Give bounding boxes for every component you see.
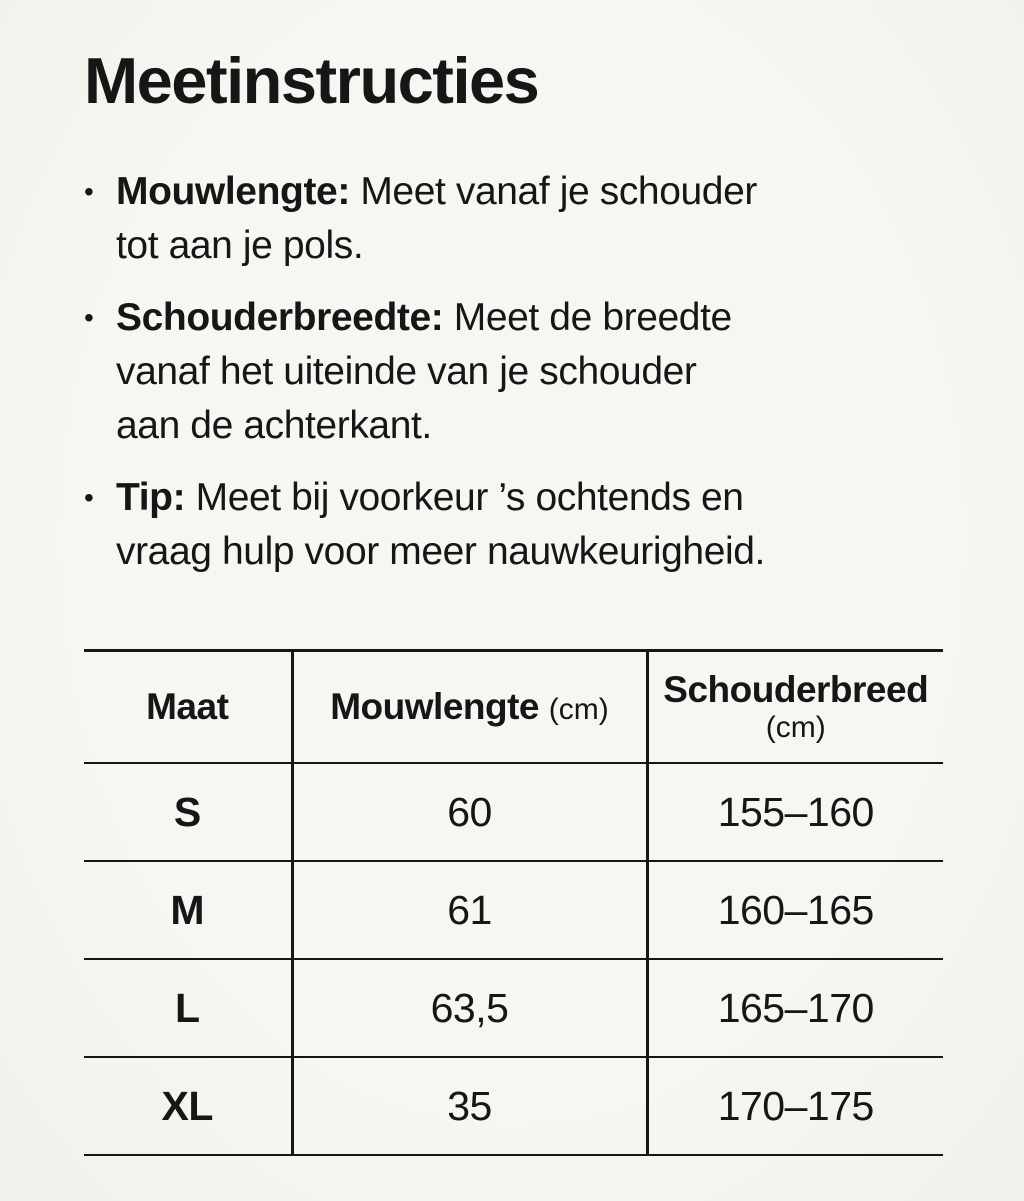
column-header-mouwlengte: [292, 651, 647, 764]
cell-maat: M: [84, 861, 292, 959]
cell-mouwlengte: 60: [292, 763, 647, 861]
bullet-line: [116, 165, 944, 219]
cell-mouwlengte: 63,5: [292, 959, 647, 1057]
bullet-lead: Schouderbreedte:: [116, 296, 444, 339]
table-row-m: [84, 861, 943, 959]
table-row-l: [84, 959, 943, 1057]
column-header-maat: Maat: [146, 686, 229, 727]
page-title: Meetinstructies: [84, 44, 539, 117]
bullet-lead: Tip:: [116, 476, 186, 519]
measure-instructions-list: [84, 165, 944, 579]
bullet-text: Meet de breedte: [453, 296, 732, 339]
cell-schouderbreedte: 160–165: [647, 861, 943, 959]
bullet-line: vraag hulp voor meer nauwkeurigheid.: [116, 530, 765, 573]
bullet-line: [116, 291, 944, 345]
bullet-item-mouwlengte: [84, 165, 944, 273]
bullet-lead: Mouwlengte:: [116, 170, 350, 213]
cell-schouderbreedte: 165–170: [647, 959, 943, 1057]
bullet-text: Meet bij voorkeur ’s ochtends en: [195, 476, 744, 519]
bullet-line: tot aan je pols.: [116, 224, 364, 267]
cell-mouwlengte: 61: [292, 861, 647, 959]
size-table: [84, 649, 943, 1156]
table-row-xl: [84, 1057, 943, 1155]
cell-schouderbreedte: 155–160: [647, 763, 943, 861]
bullet-line: [116, 471, 944, 525]
bullet-line: aan de achterkant.: [116, 404, 432, 447]
column-header-schouderbreedte: [647, 651, 943, 764]
cell-schouderbreedte: 170–175: [647, 1057, 943, 1155]
column-header-unit: (cm): [548, 693, 609, 726]
cell-maat: S: [84, 763, 292, 861]
table-row-s: [84, 763, 943, 861]
cell-maat: L: [84, 959, 292, 1057]
column-header-label: Mouwlengte: [330, 686, 539, 727]
bullet-item-tip: [84, 471, 944, 579]
cell-mouwlengte: 35: [292, 1057, 647, 1155]
table-header-row: [84, 651, 943, 764]
bullet-line: vanaf het uiteinde van je schouder: [116, 350, 697, 393]
bullet-item-schouderbreedte: [84, 291, 944, 453]
column-header-unit: (cm): [765, 710, 826, 744]
cell-maat: XL: [84, 1057, 292, 1155]
bullet-text: Meet vanaf je schouder: [360, 170, 757, 213]
column-header-label: Schouderbreed: [663, 669, 929, 711]
